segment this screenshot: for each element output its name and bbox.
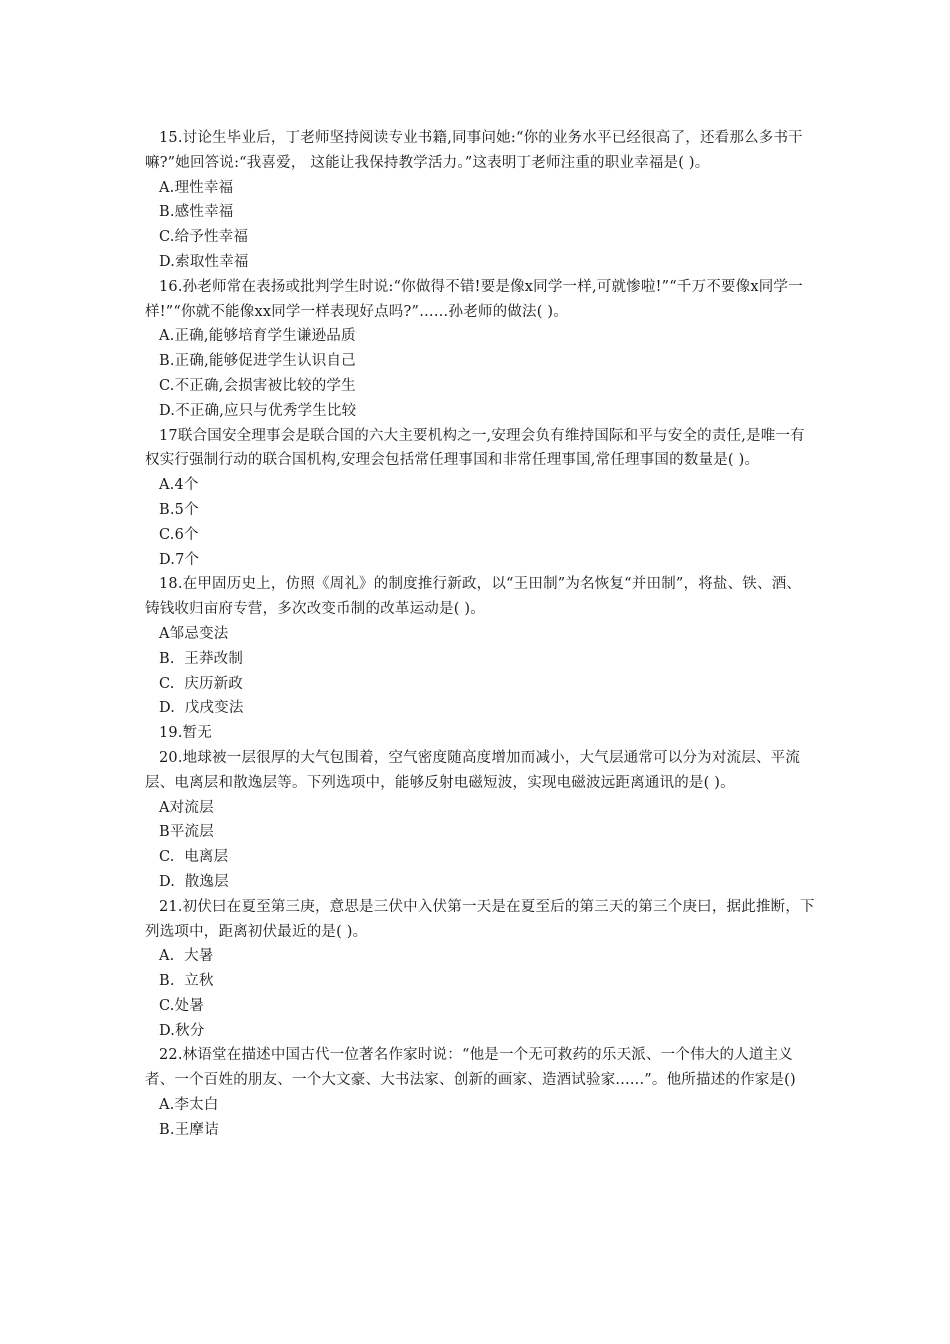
option-18-d: D. 戊戌变法 bbox=[159, 700, 244, 717]
question-list bbox=[145, 126, 815, 1143]
option-15-d: D.索取性幸福 bbox=[159, 253, 249, 270]
option-16-a: A.正确,能够培育学生谦逊品质 bbox=[159, 328, 356, 345]
question-15: 15.讨论生毕业后，丁老师坚持阅读专业书籍,同事问她:“你的业务水平已经很高了，还看那么多书干嘛?”她回答说:“我喜爱， 这能让我保持教学活力。”这表明丁老师注重的职业幸福是( )。 bbox=[145, 130, 803, 171]
option-21-b: B. 立秋 bbox=[159, 973, 214, 990]
question-18: 18.在甲固历史上，仿照《周礼》的制度推行新政，以“王田制”为名恢复“并田制”，将盐、铁、酒、铸钱收归亩府专营，多次改变币制的改革运动是( )。 bbox=[145, 576, 802, 618]
option-18-a: A邹忌变法 bbox=[159, 625, 229, 642]
option-20-a: A对流层 bbox=[159, 799, 214, 816]
option-17-b: B.5个 bbox=[159, 501, 199, 518]
question-19: 19.暂无 bbox=[159, 725, 213, 742]
option-21-a: A. 大暑 bbox=[159, 948, 214, 965]
option-17-a: A.4个 bbox=[159, 477, 199, 494]
option-18-c: C. 庆历新政 bbox=[159, 675, 244, 692]
option-15-b: B.感性幸福 bbox=[159, 204, 234, 221]
option-16-b: B.正确,能够促进学生认识自己 bbox=[159, 353, 356, 370]
option-16-c: C.不正确,会损害被比较的学生 bbox=[159, 377, 356, 394]
option-16-d: D.不正确,应只与优秀学生比较 bbox=[159, 402, 357, 419]
option-20-d: D. 散逸层 bbox=[159, 873, 229, 890]
option-18-b: B. 王莽改制 bbox=[159, 650, 244, 667]
question-16: 16.孙老师常在表扬或批判学生时说:“你做得不错!要是像x同学一样,可就惨啦!”“千万不要像x同学一样!”“你就不能像xx同学一样表现好点吗?”……孙老师的做法( )。 bbox=[145, 278, 803, 320]
question-20: 20.地球被一层很厚的大气包围着，空气密度随高度增加而减小，大气层通常可以分为对流层、平流层、电离层和散逸层等。下列选项中，能够反射电磁短波，实现电磁波远距离通讯的是( )。 bbox=[145, 749, 801, 791]
option-22-a: A.李太白 bbox=[159, 1097, 219, 1114]
option-22-b: B.王摩诘 bbox=[159, 1121, 219, 1138]
option-15-a: A.理性幸福 bbox=[159, 179, 234, 196]
option-21-d: D.秋分 bbox=[159, 1022, 205, 1039]
option-20-c: C. 电离层 bbox=[159, 849, 229, 866]
option-21-c: C.处暑 bbox=[159, 997, 204, 1014]
option-15-c: C.给予性幸福 bbox=[159, 229, 249, 246]
question-17: 17联合国安全理事会是联合国的六大主要机构之一,安理会负有维持国际和平与安全的责任,是唯一有权实行强制行动的联合国机构,安理会包括常任理事国和非常任理事国,常任理事国的数量是( )。 bbox=[145, 427, 805, 469]
option-17-d: D.7个 bbox=[159, 551, 200, 568]
option-17-c: C.6个 bbox=[159, 526, 199, 543]
option-20-b: B平流层 bbox=[159, 824, 214, 841]
question-22: 22.林语堂在描述中国古代一位著名作家时说：“他是一个无可救药的乐天派、一个伟大的人道主义者、一个百姓的朋友、一个大文豪、大书法家、创新的画家、造酒试验家......”。他所描述的作家是() bbox=[145, 1047, 796, 1089]
question-21: 21.初伏曰在夏至第三庚，意思是三伏中入伏第一天是在夏至后的第三天的第三个庚曰，据此推断，下列选项中，距离初伏最近的是( )。 bbox=[145, 898, 815, 940]
